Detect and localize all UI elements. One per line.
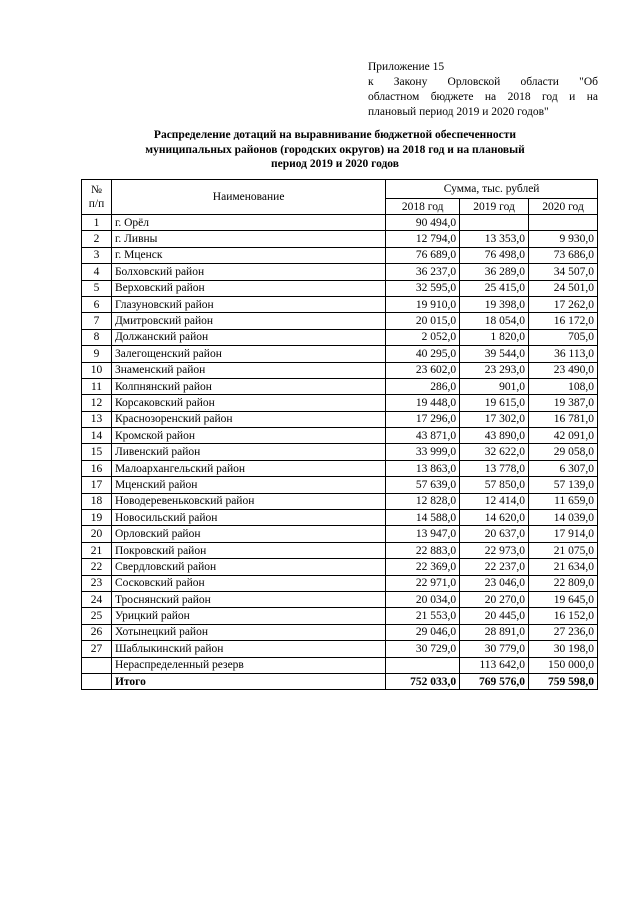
value-2020: 17 262,0 <box>529 296 598 312</box>
value-2018: 36 237,0 <box>386 264 460 280</box>
row-name: Болховский район <box>111 264 385 280</box>
row-name: Шаблыкинский район <box>111 641 385 657</box>
table-row <box>82 247 598 263</box>
table-row <box>82 641 598 657</box>
row-name: Мценский район <box>111 477 385 493</box>
column-header-name: Наименование <box>111 180 385 215</box>
value-2020 <box>529 215 598 231</box>
value-2019: 19 398,0 <box>460 296 529 312</box>
table-row <box>82 264 598 280</box>
value-2018: 43 871,0 <box>386 428 460 444</box>
value-2019: 36 289,0 <box>460 264 529 280</box>
value-2018: 90 494,0 <box>386 215 460 231</box>
column-header-2018: 2018 год <box>386 199 460 215</box>
row-name: Новодеревеньковский район <box>111 493 385 509</box>
row-number: 8 <box>82 329 112 345</box>
row-name: Дмитровский район <box>111 313 385 329</box>
table-row <box>82 608 598 624</box>
value-2019: 13 353,0 <box>460 231 529 247</box>
value-2020: 23 490,0 <box>529 362 598 378</box>
value-2020: 57 139,0 <box>529 477 598 493</box>
column-header-sum: Сумма, тыс. рублей <box>386 180 598 199</box>
appendix-header <box>368 60 598 120</box>
total-label: Итого <box>111 673 385 689</box>
value-2020: 36 113,0 <box>529 346 598 362</box>
row-number: 16 <box>82 460 112 476</box>
value-2018: 22 369,0 <box>386 559 460 575</box>
row-number: 22 <box>82 559 112 575</box>
value-2020: 9 930,0 <box>529 231 598 247</box>
value-2020: 30 198,0 <box>529 641 598 657</box>
value-2019: 43 890,0 <box>460 428 529 444</box>
table-row <box>82 510 598 526</box>
table-row <box>82 313 598 329</box>
value-2019 <box>460 215 529 231</box>
row-number: 4 <box>82 264 112 280</box>
table-row <box>82 591 598 607</box>
value-2018: 13 863,0 <box>386 460 460 476</box>
value-2019: 113 642,0 <box>460 657 529 673</box>
total-row <box>82 673 598 689</box>
row-name: Орловский район <box>111 526 385 542</box>
value-2018: 57 639,0 <box>386 477 460 493</box>
value-2019: 76 498,0 <box>460 247 529 263</box>
table-row <box>82 542 598 558</box>
value-2020: 16 172,0 <box>529 313 598 329</box>
value-2019: 13 778,0 <box>460 460 529 476</box>
value-2018: 21 553,0 <box>386 608 460 624</box>
row-name: Должанский район <box>111 329 385 345</box>
column-header-2019: 2019 год <box>460 199 529 215</box>
value-2020: 11 659,0 <box>529 493 598 509</box>
value-2020: 14 039,0 <box>529 510 598 526</box>
value-2018: 33 999,0 <box>386 444 460 460</box>
table-row <box>82 493 598 509</box>
row-number: 14 <box>82 428 112 444</box>
value-2019: 22 973,0 <box>460 542 529 558</box>
row-number: 10 <box>82 362 112 378</box>
value-2020: 24 501,0 <box>529 280 598 296</box>
total-2018: 752 033,0 <box>386 673 460 689</box>
value-2018: 22 883,0 <box>386 542 460 558</box>
table-row <box>82 231 598 247</box>
value-2019: 19 615,0 <box>460 395 529 411</box>
appendix-law-line: плановый период 2019 и 2020 годов" <box>368 106 549 118</box>
row-name: Троснянский район <box>111 591 385 607</box>
total-num-cell <box>82 673 112 689</box>
table-row <box>82 411 598 427</box>
value-2019: 20 637,0 <box>460 526 529 542</box>
value-2018: 2 052,0 <box>386 329 460 345</box>
appendix-law-line: областном бюджете на 2018 год и на <box>368 91 598 103</box>
row-number: 23 <box>82 575 112 591</box>
row-number: 25 <box>82 608 112 624</box>
table-row <box>82 460 598 476</box>
value-2020: 6 307,0 <box>529 460 598 476</box>
row-number: 20 <box>82 526 112 542</box>
value-2018: 29 046,0 <box>386 624 460 640</box>
table-row <box>82 477 598 493</box>
value-2020: 19 645,0 <box>529 591 598 607</box>
value-2018: 40 295,0 <box>386 346 460 362</box>
row-name: г. Ливны <box>111 231 385 247</box>
value-2020: 22 809,0 <box>529 575 598 591</box>
row-name: Покровский район <box>111 542 385 558</box>
value-2019: 39 544,0 <box>460 346 529 362</box>
value-2020: 27 236,0 <box>529 624 598 640</box>
value-2018: 23 602,0 <box>386 362 460 378</box>
row-number: 17 <box>82 477 112 493</box>
row-name: г. Орёл <box>111 215 385 231</box>
value-2020: 42 091,0 <box>529 428 598 444</box>
value-2018: 13 947,0 <box>386 526 460 542</box>
value-2018: 12 794,0 <box>386 231 460 247</box>
value-2018: 286,0 <box>386 378 460 394</box>
table-row <box>82 329 598 345</box>
row-name: Корсаковский район <box>111 395 385 411</box>
row-number <box>82 657 112 673</box>
subsidy-table <box>81 179 598 690</box>
value-2020: 705,0 <box>529 329 598 345</box>
value-2018: 14 588,0 <box>386 510 460 526</box>
value-2019: 1 820,0 <box>460 329 529 345</box>
value-2018: 17 296,0 <box>386 411 460 427</box>
table-row <box>82 657 598 673</box>
value-2020: 21 634,0 <box>529 559 598 575</box>
column-header-number: № п/п <box>82 180 112 215</box>
row-number: 9 <box>82 346 112 362</box>
row-number: 2 <box>82 231 112 247</box>
table-row <box>82 526 598 542</box>
value-2018 <box>386 657 460 673</box>
value-2019: 22 237,0 <box>460 559 529 575</box>
table-row <box>82 280 598 296</box>
table-row <box>82 215 598 231</box>
title-line: муниципальных районов (городских округов) на 2018 год и на плановый <box>145 143 525 156</box>
row-name: Нераспределенный резерв <box>111 657 385 673</box>
value-2019: 32 622,0 <box>460 444 529 460</box>
value-2018: 19 910,0 <box>386 296 460 312</box>
table-row <box>82 575 598 591</box>
value-2018: 32 595,0 <box>386 280 460 296</box>
value-2019: 18 054,0 <box>460 313 529 329</box>
value-2020: 17 914,0 <box>529 526 598 542</box>
title-line: период 2019 и 2020 годов <box>271 158 399 170</box>
value-2020: 16 781,0 <box>529 411 598 427</box>
row-number: 15 <box>82 444 112 460</box>
value-2019: 14 620,0 <box>460 510 529 526</box>
total-2019: 769 576,0 <box>460 673 529 689</box>
row-number: 26 <box>82 624 112 640</box>
row-number: 7 <box>82 313 112 329</box>
row-name: Хотынецкий район <box>111 624 385 640</box>
row-number: 11 <box>82 378 112 394</box>
column-header-2020: 2020 год <box>529 199 598 215</box>
row-name: Кромской район <box>111 428 385 444</box>
value-2019: 57 850,0 <box>460 477 529 493</box>
row-number: 12 <box>82 395 112 411</box>
value-2019: 901,0 <box>460 378 529 394</box>
value-2020: 108,0 <box>529 378 598 394</box>
value-2019: 17 302,0 <box>460 411 529 427</box>
table-body <box>82 215 598 674</box>
table-row <box>82 444 598 460</box>
value-2018: 19 448,0 <box>386 395 460 411</box>
table-row <box>82 346 598 362</box>
value-2020: 21 075,0 <box>529 542 598 558</box>
value-2019: 25 415,0 <box>460 280 529 296</box>
value-2020: 150 000,0 <box>529 657 598 673</box>
row-number: 27 <box>82 641 112 657</box>
row-number: 13 <box>82 411 112 427</box>
table-row <box>82 378 598 394</box>
value-2020: 29 058,0 <box>529 444 598 460</box>
row-name: Урицкий район <box>111 608 385 624</box>
value-2019: 20 445,0 <box>460 608 529 624</box>
row-name: Ливенский район <box>111 444 385 460</box>
row-name: Краснозоренский район <box>111 411 385 427</box>
value-2018: 22 971,0 <box>386 575 460 591</box>
value-2018: 76 689,0 <box>386 247 460 263</box>
row-name: Новосильский район <box>111 510 385 526</box>
row-name: Колпнянский район <box>111 378 385 394</box>
table-row <box>82 395 598 411</box>
table-row <box>82 428 598 444</box>
value-2020: 16 152,0 <box>529 608 598 624</box>
value-2018: 30 729,0 <box>386 641 460 657</box>
title-line: Распределение дотаций на выравнивание бюджетной обеспеченности <box>153 129 517 141</box>
row-name: Верховский район <box>111 280 385 296</box>
row-name: Залегощенский район <box>111 346 385 362</box>
value-2019: 23 046,0 <box>460 575 529 591</box>
value-2019: 30 779,0 <box>460 641 529 657</box>
row-number: 3 <box>82 247 112 263</box>
value-2020: 19 387,0 <box>529 395 598 411</box>
row-number: 19 <box>82 510 112 526</box>
row-name: Знаменский район <box>111 362 385 378</box>
row-name: Малоархангельский район <box>111 460 385 476</box>
value-2018: 20 034,0 <box>386 591 460 607</box>
value-2019: 12 414,0 <box>460 493 529 509</box>
value-2019: 20 270,0 <box>460 591 529 607</box>
row-number: 24 <box>82 591 112 607</box>
row-number: 5 <box>82 280 112 296</box>
row-number: 21 <box>82 542 112 558</box>
appendix-law-line: к Закону Орловской области "Об <box>368 76 598 88</box>
value-2020: 34 507,0 <box>529 264 598 280</box>
row-name: Сосковский район <box>111 575 385 591</box>
appendix-number: Приложение 15 <box>368 61 445 73</box>
row-number: 18 <box>82 493 112 509</box>
row-name: г. Мценск <box>111 247 385 263</box>
value-2019: 28 891,0 <box>460 624 529 640</box>
row-number: 6 <box>82 296 112 312</box>
value-2018: 20 015,0 <box>386 313 460 329</box>
value-2018: 12 828,0 <box>386 493 460 509</box>
value-2019: 23 293,0 <box>460 362 529 378</box>
value-2020: 73 686,0 <box>529 247 598 263</box>
table-row <box>82 362 598 378</box>
table-row <box>82 559 598 575</box>
row-name: Глазуновский район <box>111 296 385 312</box>
row-name: Свердловский район <box>111 559 385 575</box>
table-row <box>82 624 598 640</box>
total-2020: 759 598,0 <box>529 673 598 689</box>
row-number: 1 <box>82 215 112 231</box>
document-title <box>110 128 560 172</box>
table-row <box>82 296 598 312</box>
